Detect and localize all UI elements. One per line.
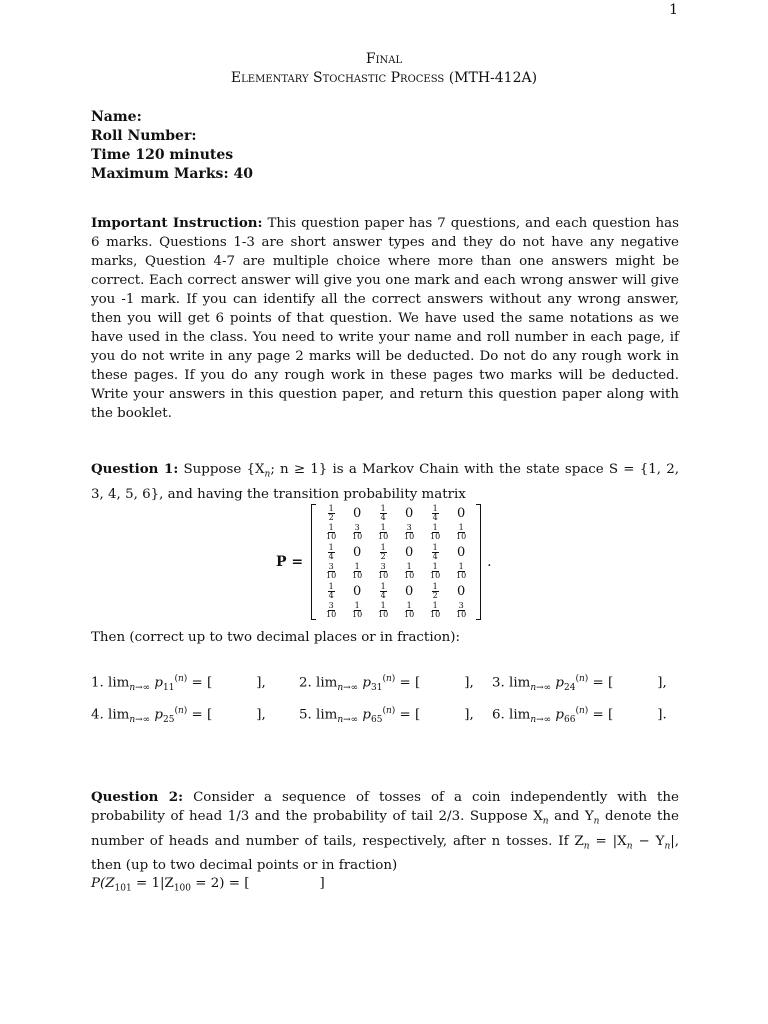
question-2-heading: Question 2: bbox=[91, 789, 184, 805]
matrix-cell: 0 bbox=[457, 506, 466, 521]
matrix-grid bbox=[318, 504, 474, 620]
exam-meta bbox=[91, 108, 253, 184]
matrix-cell: $\frac{1}{10}$ bbox=[430, 562, 441, 581]
matrix-cell: $\frac{3}{10}$ bbox=[326, 562, 337, 581]
matrix-cell: $\frac{3}{10}$ bbox=[456, 600, 467, 619]
question-1-text: Question 1: Suppose {$X_n$; n ≥ 1} is a Markov Chain with the state space S = {1, 2, 3, 4, 5, 6}, and having the transition probability matrix bbox=[91, 461, 679, 502]
answer-item: 5. $\lim_{n\to\infty} p_{65}^{(n)}$ = [ ], bbox=[299, 706, 474, 726]
matrix-cell: $\frac{3}{10}$ bbox=[404, 523, 415, 542]
matrix-cell: $\frac{1}{10}$ bbox=[456, 523, 467, 542]
roll-field-label: Roll Number: bbox=[91, 128, 197, 144]
matrix-cell: $\frac{1}{10}$ bbox=[430, 600, 441, 619]
matrix-cell: 0 bbox=[405, 506, 414, 521]
matrix-cell: $\frac{1}{10}$ bbox=[404, 562, 415, 581]
matrix-cell: $\frac{3}{10}$ bbox=[326, 600, 337, 619]
matrix-cell: $\frac{1}{4}$ bbox=[380, 504, 386, 522]
matrix-cell: $\frac{1}{10}$ bbox=[430, 523, 441, 542]
matrix-cell: 0 bbox=[353, 544, 362, 560]
max-marks-label: Maximum Marks: 40 bbox=[91, 166, 253, 182]
matrix-cell: $\frac{1}{2}$ bbox=[380, 542, 386, 561]
page-number: 1 bbox=[669, 2, 678, 18]
matrix-cell: $\frac{1}{4}$ bbox=[432, 504, 438, 522]
matrix-cell: $\frac{1}{4}$ bbox=[432, 542, 438, 561]
matrix-cell: $\frac{1}{4}$ bbox=[380, 581, 386, 600]
matrix-cell: 0 bbox=[353, 583, 362, 599]
instructions bbox=[91, 214, 679, 423]
exam-title bbox=[0, 50, 768, 88]
matrix-cell: 0 bbox=[457, 544, 466, 560]
question-2-answer: $P(Z_{101} = 1|Z_{100} = 2)$ = [ ] bbox=[91, 876, 325, 894]
question-2-text: Question 2: Consider a sequence of tosses of a coin independently with the probability of head 1/3 and the probability of tail 2/3. Suppose $X_n$ and $Y_n$ denote the number of heads and number of tails, respectively, after n tosses. If $Z_n = |X_n - Y_n|$, then (up to two decimal points or in fraction) bbox=[91, 789, 680, 874]
answer-item: 1. $\lim_{n\to\infty} p_{11}^{(n)}$ = [ ], bbox=[91, 674, 266, 694]
matrix-cell: $\frac{3}{10}$ bbox=[378, 562, 389, 581]
title-line-2: Elementary Stochastic Process (MTH-412A) bbox=[230, 70, 538, 86]
question-1-then: Then (correct up to two decimal places or in fraction): bbox=[91, 630, 461, 645]
matrix-cell: 0 bbox=[457, 583, 466, 599]
matrix-cell: $\frac{1}{4}$ bbox=[328, 581, 334, 600]
matrix-cell: 0 bbox=[353, 506, 362, 521]
title-line-1: Final bbox=[365, 51, 403, 67]
matrix-cell: 0 bbox=[405, 544, 414, 560]
answer-item: 6. $\lim_{n\to\infty} p_{66}^{(n)}$ = [ ]. bbox=[492, 706, 667, 726]
matrix-cell: $\frac{1}{10}$ bbox=[352, 600, 363, 619]
matrix-cell: 0 bbox=[405, 583, 414, 599]
matrix-cell: $\frac{1}{10}$ bbox=[404, 600, 415, 619]
matrix-label: P = bbox=[276, 554, 304, 570]
instructions-heading: Important Instruction: bbox=[91, 215, 263, 231]
matrix-cell: $\frac{1}{10}$ bbox=[378, 523, 389, 542]
time-label: Time 120 minutes bbox=[91, 147, 234, 163]
matrix-cell: $\frac{1}{2}$ bbox=[328, 504, 334, 522]
transition-matrix: P = $\frac{1}{2}$ 0 $\frac{1}{4}$ 0 $\frac{1}{4}$ 0 $\frac{1}{10}$ $\frac{3}{10}$ $\frac{1}{10}$ $\frac{3}{10}$ $\frac{1}{10}$ $\frac{1}{10}$ $\frac{1}{4}$ 0 $\frac{1}{2}$ 0 $\frac{1}{4}$ 0 $\frac{3}{10}$ $\frac{1}{10}$ $\frac{3}{10}$ $\frac{1}{10}$ $\frac{1}{10}$ $\frac{1}{10}$ $\frac{1}{4}$ 0 $\frac{1}{4}$ 0 $\frac{1}{2}$ 0 $\frac{3}{10}$ $\frac{1}{10}$ $\frac{1}{10}$ $\frac{1}{10}$ $\frac{1}{10}$ $\frac{3}{10}$ . bbox=[276, 504, 492, 619]
answer-item: 4. $\lim_{n\to\infty} p_{25}^{(n)}$ = [ ], bbox=[91, 706, 266, 726]
matrix-cell: $\frac{1}{10}$ bbox=[352, 562, 363, 581]
matrix-cell: $\frac{1}{10}$ bbox=[326, 523, 337, 542]
matrix-cell: $\frac{3}{10}$ bbox=[352, 523, 363, 542]
matrix-cell: $\frac{1}{2}$ bbox=[432, 581, 438, 600]
answer-item: 3. $\lim_{n\to\infty} p_{24}^{(n)}$ = [ ], bbox=[492, 674, 667, 694]
matrix-body bbox=[311, 504, 481, 620]
instructions-body: This question paper has 7 questions, and each question has 6 marks. Questions 1-3 are short answer types and they do not have any negative marks, Question 4-7 are multiple choice where more than one answers might be correct. Each correct answer will give you one mark and each wrong answer will give you -1 mark. If you can identify all the correct answers without any wrong answer, then you will get 6 points of that question. We have used the same notations as we have used in the class. You need to write your name and roll number in each page, if you do not write in any page 2 marks will be deducted. Do not do any rough work in these pages. If you do any rough work in these pages two marks will be deducted. Write your answers in this question paper, and return this question paper along with the booklet. bbox=[91, 216, 679, 421]
matrix-cell: $\frac{1}{10}$ bbox=[456, 562, 467, 581]
answer-item: 2. $\lim_{n\to\infty} p_{31}^{(n)}$ = [ ], bbox=[299, 674, 474, 694]
name-field-label: Name: bbox=[91, 109, 142, 125]
question-1-answers bbox=[91, 674, 691, 738]
question-1-heading: Question 1: bbox=[91, 461, 179, 477]
matrix-cell: $\frac{1}{4}$ bbox=[328, 542, 334, 561]
matrix-cell: $\frac{1}{10}$ bbox=[378, 600, 389, 619]
